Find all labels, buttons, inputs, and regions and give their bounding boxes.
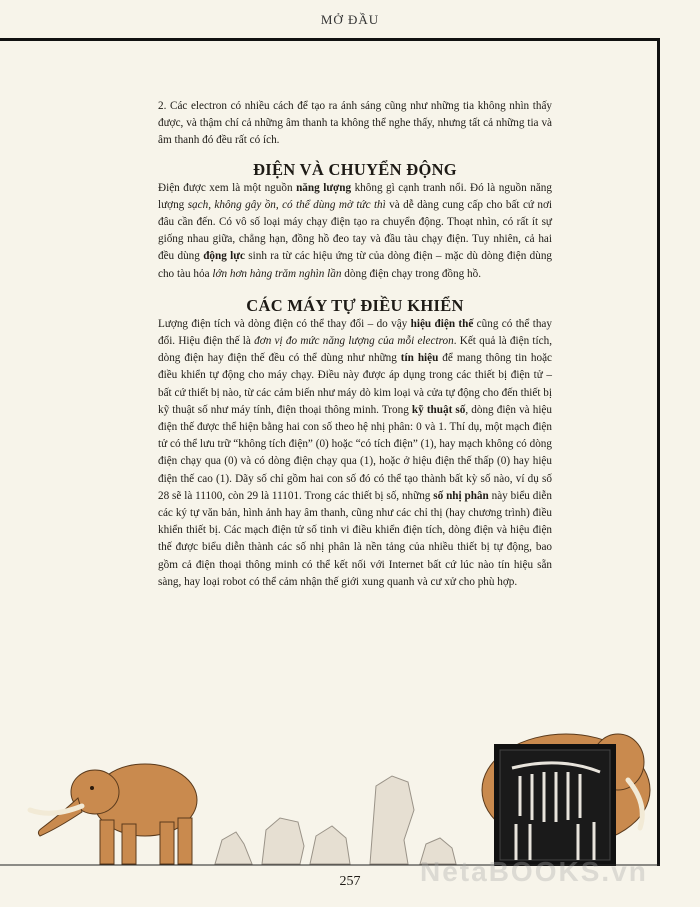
bold-term: năng lượng <box>296 181 352 194</box>
running-head: MỞ ĐẦU <box>320 12 380 27</box>
xray-frame <box>494 744 616 866</box>
bold-term: kỹ thuật số <box>411 403 466 416</box>
intro-paragraph: 2. Các electron có nhiều cách để tạo ra ánh sáng cũng như những tia không nhìn thấy được, và thậm chí cả những âm thanh ta không thể nghe thấy, nhưng tất cả những tia và âm thanh đó đều rất có ích. <box>158 100 552 147</box>
bold-term: hiệu điện thế <box>410 317 474 330</box>
page-number: 257 <box>339 874 361 889</box>
bold-term: động lực <box>203 250 245 263</box>
section2-paragraph: Lượng điện tích và dòng điện có thể thay đổi – do vậy hiệu điện thế cũng có thể thay đổi. Hiệu điện thế là đơn vị đo mức năng lượng của mỗi electron. Kết quả là điện tích, dòng điện hay điện thế đều có thể dùng như những tín hiệu để mang thông tin hoặc điều khiển tự động cho máy chạy. Điều này được áp dụng trong các thiết bị điện tử – bất cứ thiết bị nào, từ các cảm biến như máy dò kim loại và cửa tự động cho đến thiết bị kỹ thuật số như máy tính, điện thoại thông minh. Trong kỹ thuật số, dòng điện và hiệu điện thế được thể hiện bằng hai con số theo hệ nhị phân: 0 và 1. Thí dụ, một mạch điện tử có thể lưu trữ “không tích điện” (0) hoặc “có tích điện” (1), hay mạch không có dòng điện chạy qua (0) và có dòng điện chạy qua (1), hoặc ở hiệu điện thế thấp (0) hay hiệu điện thế cao (1). Dãy số chỉ gồm hai con số đó có thể tạo thành bất kỳ số nào, ví dụ số 28 sẽ là 11100, còn 29 là 11101. Trong các thiết bị số, những số nhị phân này biểu diễn các ký tự văn bản, hình ảnh hay âm thanh, cũng như các chỉ thị (hay chương trình) điều khiển thiết bị. Các mạch điện tử số tinh vi điều khiển điện tích, dòng điện và hiệu điện thế được biểu diễn thành các số nhị phân là nền tảng của nhiều thiết bị tự động, bao gồm cả điện thoại thông minh có thể kết nối với Internet bất cứ lúc nào tín hiệu sẵn sàng, hay loại robot có thể cảm nhận thế giới xung quanh và cư xử cho phù hợp. <box>158 317 553 588</box>
section-heading-dien-va-chuyen-dong: ĐIỆN VÀ CHUYỂN ĐỘNG <box>253 159 457 179</box>
mammoth-illustration <box>0 720 700 870</box>
italic-phrase: lớn hơn hàng trăm nghìn lần <box>212 267 342 280</box>
bold-term: tín hiệu <box>400 352 439 365</box>
article-body <box>158 98 552 591</box>
section-heading-cac-may-tu-dieu-khien: CÁC MÁY TỰ ĐIỀU KHIỂN <box>246 295 464 315</box>
italic-phrase: sạch, không gây ồn, có thể dùng mờ tức thì <box>187 198 386 211</box>
watermark: NetaBOOKS.vn <box>420 856 648 887</box>
rubble <box>215 776 456 864</box>
section1-paragraph: Điện được xem là một nguồn năng lượng không gì cạnh tranh nổi. Đó là nguồn năng lượng sạch, không gây ồn, có thể dùng mờ tức thì và dễ dàng cung cấp cho bất cứ nơi đâu cần đến. Có vô số loại máy chạy điện tạo ra chuyển động. Thoạt nhìn, có rất ít sự giống nhau giữa, chẳng hạn, đồng hồ đeo tay và đầu tàu chạy điện. Tuy nhiên, cả hai đều dùng động lực sinh ra từ các hiệu ứng từ của dòng điện – mặc dù dòng điện dùng cho tàu hỏa lớn hơn hàng trăm nghìn lần dòng điện chạy trong đồng hồ. <box>158 181 553 280</box>
bold-term: số nhị phân <box>433 489 489 502</box>
italic-phrase: đơn vị đo mức năng lượng của mỗi electron <box>254 335 454 348</box>
